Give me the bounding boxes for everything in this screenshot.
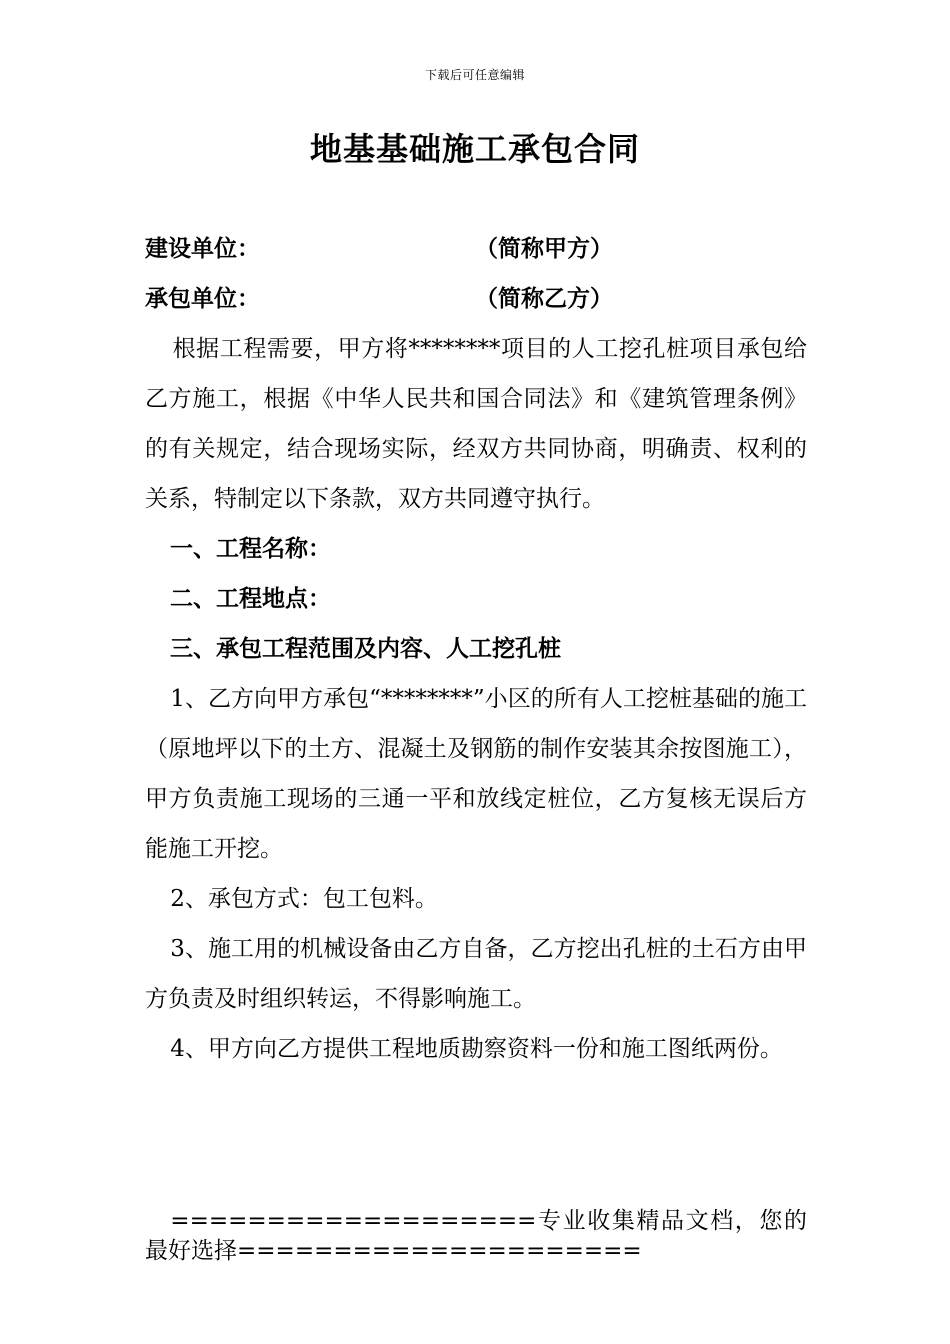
party-contractor — [145, 274, 807, 324]
clause-1: 1、乙方向甲方承包“********”小区的所有人工挖桩基础的施工（原地坪以下的土方、混凝土及钢筋的制作安装其余按图施工），甲方负责施工现场的三通一平和放线定桩位，乙方复核无误后方能施工开挖。 — [145, 686, 807, 862]
section-project-location: 二、工程地点： — [170, 585, 331, 612]
clause-2: 2、承包方式：包工包料。 — [170, 886, 438, 912]
party-builder — [145, 224, 807, 274]
document-body — [145, 224, 807, 1074]
party-builder-label: 建设单位： — [145, 235, 260, 262]
header-note: 下载后可任意编辑 — [424, 68, 525, 82]
section-scope: 三、承包工程范围及内容、人工挖孔桩 — [170, 635, 561, 662]
document-title: 地基基础施工承包合同 — [309, 130, 640, 168]
footer-note: ===================专业收集精品文档，您的最好选择===================== — [145, 1208, 807, 1264]
section-project-name: 一、工程名称： — [170, 535, 331, 562]
party-builder-alias: （简称甲方） — [475, 235, 613, 262]
clause-3: 3、施工用的机械设备由乙方自备，乙方挖出孔桩的土石方由甲方负责及时组织转运，不得影响施工。 — [145, 936, 807, 1012]
intro-paragraph: 根据工程需要，甲方将********项目的人工挖孔桩项目承包给乙方施工，根据《中华人民共和国合同法》和《建筑管理条例》的有关规定，结合现场实际，经双方共同协商，明确责、权利的关系，特制定以下条款，双方共同遵守执行。 — [145, 336, 807, 512]
clause-4: 4、甲方向乙方提供工程地质勘察资料一份和施工图纸两份。 — [170, 1036, 783, 1062]
party-contractor-alias: （简称乙方） — [475, 285, 613, 312]
party-contractor-label: 承包单位： — [145, 285, 260, 312]
